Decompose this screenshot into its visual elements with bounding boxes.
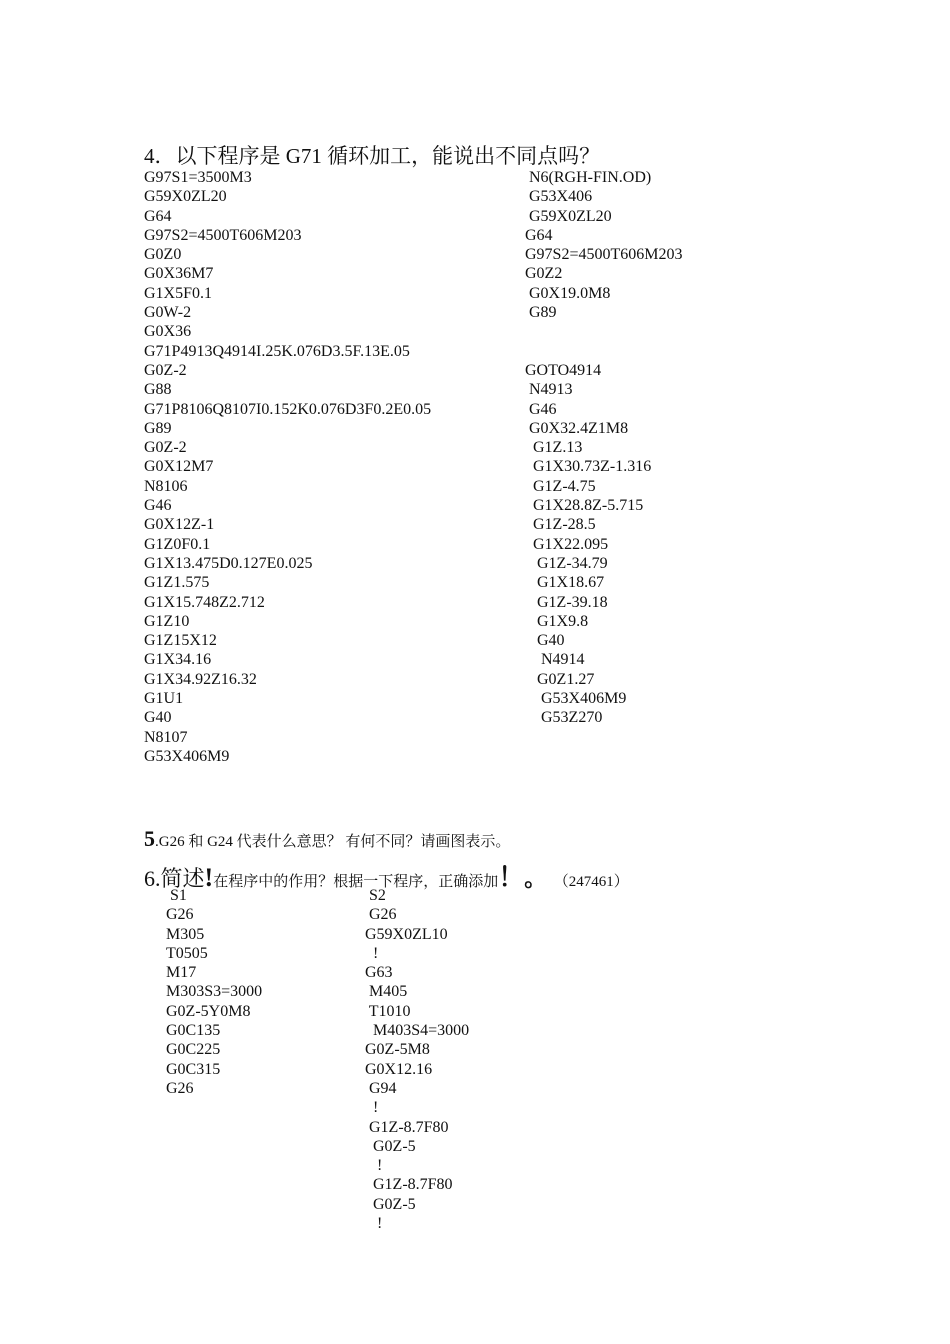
code-line: G1X13.475D0.127E0.025 (144, 554, 313, 572)
code-line: G1X15.748Z2.712 (144, 593, 265, 611)
code-line: T0505 (166, 944, 208, 962)
code-line: G97S2=4500T606M203 (144, 226, 302, 244)
code-line: G26 (365, 906, 397, 924)
code-line: G26 (166, 906, 194, 924)
code-line: G1U1 (144, 690, 184, 708)
code-line: G1Z-39.18 (525, 593, 608, 611)
code-line: G1Z.13 (525, 439, 583, 457)
question-6-exclaim-1: ! (204, 863, 214, 892)
question-6-period: 。 (524, 866, 547, 891)
code-line: G89 (525, 304, 557, 322)
code-line: G1Z10 (144, 612, 190, 630)
code-line: G0X36 (144, 323, 192, 341)
code-line (525, 322, 682, 341)
code-line: S2 (365, 887, 386, 904)
code-line: ! (365, 1157, 383, 1175)
code-line: G1Z-8.7F80 (365, 1176, 453, 1194)
code-line: G71P8106Q8107I0.152K0.076D3F0.2E0.05 (144, 400, 432, 418)
code-line: G1Z-4.75 (525, 477, 596, 495)
code-line: N4913 (525, 381, 573, 399)
code-line: G64 (525, 226, 553, 244)
code-line: G1X9.8 (525, 612, 589, 630)
code-line: ! (365, 944, 379, 962)
code-line: G1Z1.575 (144, 574, 210, 592)
code-line: S1 (166, 887, 187, 904)
code-line: G89 (144, 419, 172, 437)
code-line: G1X28.8Z-5.715 (525, 497, 644, 515)
code-line: ! (365, 1099, 379, 1117)
code-line: G40 (144, 709, 172, 727)
program-left-listing (144, 168, 431, 766)
code-line: G0X32.4Z1M8 (525, 419, 629, 437)
code-line: G1X22.095 (525, 535, 609, 553)
s1-program-listing (166, 886, 262, 1098)
code-line: N4914 (525, 651, 585, 669)
code-line: G0Z-2 (144, 439, 187, 457)
question-4-title: 4．以下程序是 G71 循环加工，能说出不同点吗？ (144, 144, 601, 168)
code-line: G0C225 (166, 1041, 221, 1059)
code-line: G0X12M7 (144, 458, 214, 476)
code-line: M405 (365, 983, 408, 1001)
code-line: G0X12.16 (365, 1060, 433, 1078)
code-line: G0Z1.27 (525, 670, 595, 688)
code-line: G63 (365, 964, 393, 982)
code-line: G26 (166, 1079, 194, 1097)
code-line: GOTO4914 (525, 361, 602, 379)
code-line: T1010 (365, 1002, 411, 1020)
code-line: G53X406M9 (525, 690, 627, 708)
code-line: N8107 (144, 728, 188, 746)
question-6-exclaim-2: ！ (498, 863, 525, 892)
code-line: G71P4913Q4914I.25K.076D3.5F.13E.05 (144, 342, 410, 360)
code-line: G53Z270 (525, 709, 603, 727)
code-line: G0W-2 (144, 304, 192, 322)
code-line: G0Z-5 (365, 1195, 416, 1213)
code-line: G88 (144, 381, 172, 399)
code-line: G64 (144, 207, 172, 225)
question-6-text: 在程序中的作用？根据一下程序，正确添加 (213, 874, 499, 890)
code-line: M403S4=3000 (365, 1022, 470, 1040)
code-line: G97S1=3500M3 (144, 169, 252, 186)
code-line: G0Z-5M8 (365, 1041, 430, 1059)
code-line: G1X34.16 (144, 651, 212, 669)
code-line: G59X0ZL10 (365, 925, 448, 943)
program-right-listing (525, 168, 682, 728)
code-line: M303S3=3000 (166, 983, 263, 1001)
question-6-code: （247461） (553, 874, 629, 890)
code-line: ! (365, 1215, 383, 1233)
code-line: N8106 (144, 477, 188, 495)
code-line: G1X18.67 (525, 574, 605, 592)
code-line: G1X5F0.1 (144, 284, 213, 302)
code-line: G1Z-34.79 (525, 554, 608, 572)
question-6-number: 6. (144, 866, 161, 891)
code-line: G1Z0F0.1 (144, 535, 211, 553)
code-line: G0Z2 (525, 265, 563, 283)
code-line: G40 (525, 632, 565, 650)
code-line: G0X12Z-1 (144, 516, 215, 534)
code-line: G1X30.73Z-1.316 (525, 458, 652, 476)
code-line: G46 (525, 400, 557, 418)
code-line: G97S2=4500T606M203 (525, 246, 683, 264)
code-line: G0Z-5 (365, 1137, 416, 1155)
s2-program-listing (365, 886, 469, 1233)
code-line: M17 (166, 964, 197, 982)
code-line: G0X19.0M8 (525, 284, 611, 302)
code-line: G1Z-28.5 (525, 516, 596, 534)
code-line: G0X36M7 (144, 265, 214, 283)
code-line: G1Z-8.7F80 (365, 1118, 449, 1136)
code-line: G94 (365, 1079, 397, 1097)
code-line: G0Z-5Y0M8 (166, 1002, 251, 1020)
question-5-text: .G26 和 G24 代表什么意思？ 有何不同？请画图表示。 (155, 834, 511, 850)
code-line: M305 (166, 925, 205, 943)
question-6-heading: 简述 (160, 866, 205, 891)
code-line: G59X0ZL20 (525, 207, 612, 225)
code-line: G59X0ZL20 (144, 188, 227, 206)
question-5-number: 5 (144, 826, 155, 851)
code-line: G1X34.92Z16.32 (144, 670, 257, 688)
code-line: G46 (144, 497, 172, 515)
code-line: G1Z15X12 (144, 632, 217, 650)
code-line: G0Z-2 (144, 361, 187, 379)
code-line: G53X406 (525, 188, 593, 206)
code-line: N6(RGH-FIN.OD) (525, 169, 652, 186)
code-line: G0Z0 (144, 246, 182, 264)
code-line (525, 342, 682, 361)
code-line: G53X406M9 (144, 747, 230, 765)
code-line: G0C315 (166, 1060, 221, 1078)
question-5 (144, 826, 510, 852)
code-line: G0C135 (166, 1022, 221, 1040)
